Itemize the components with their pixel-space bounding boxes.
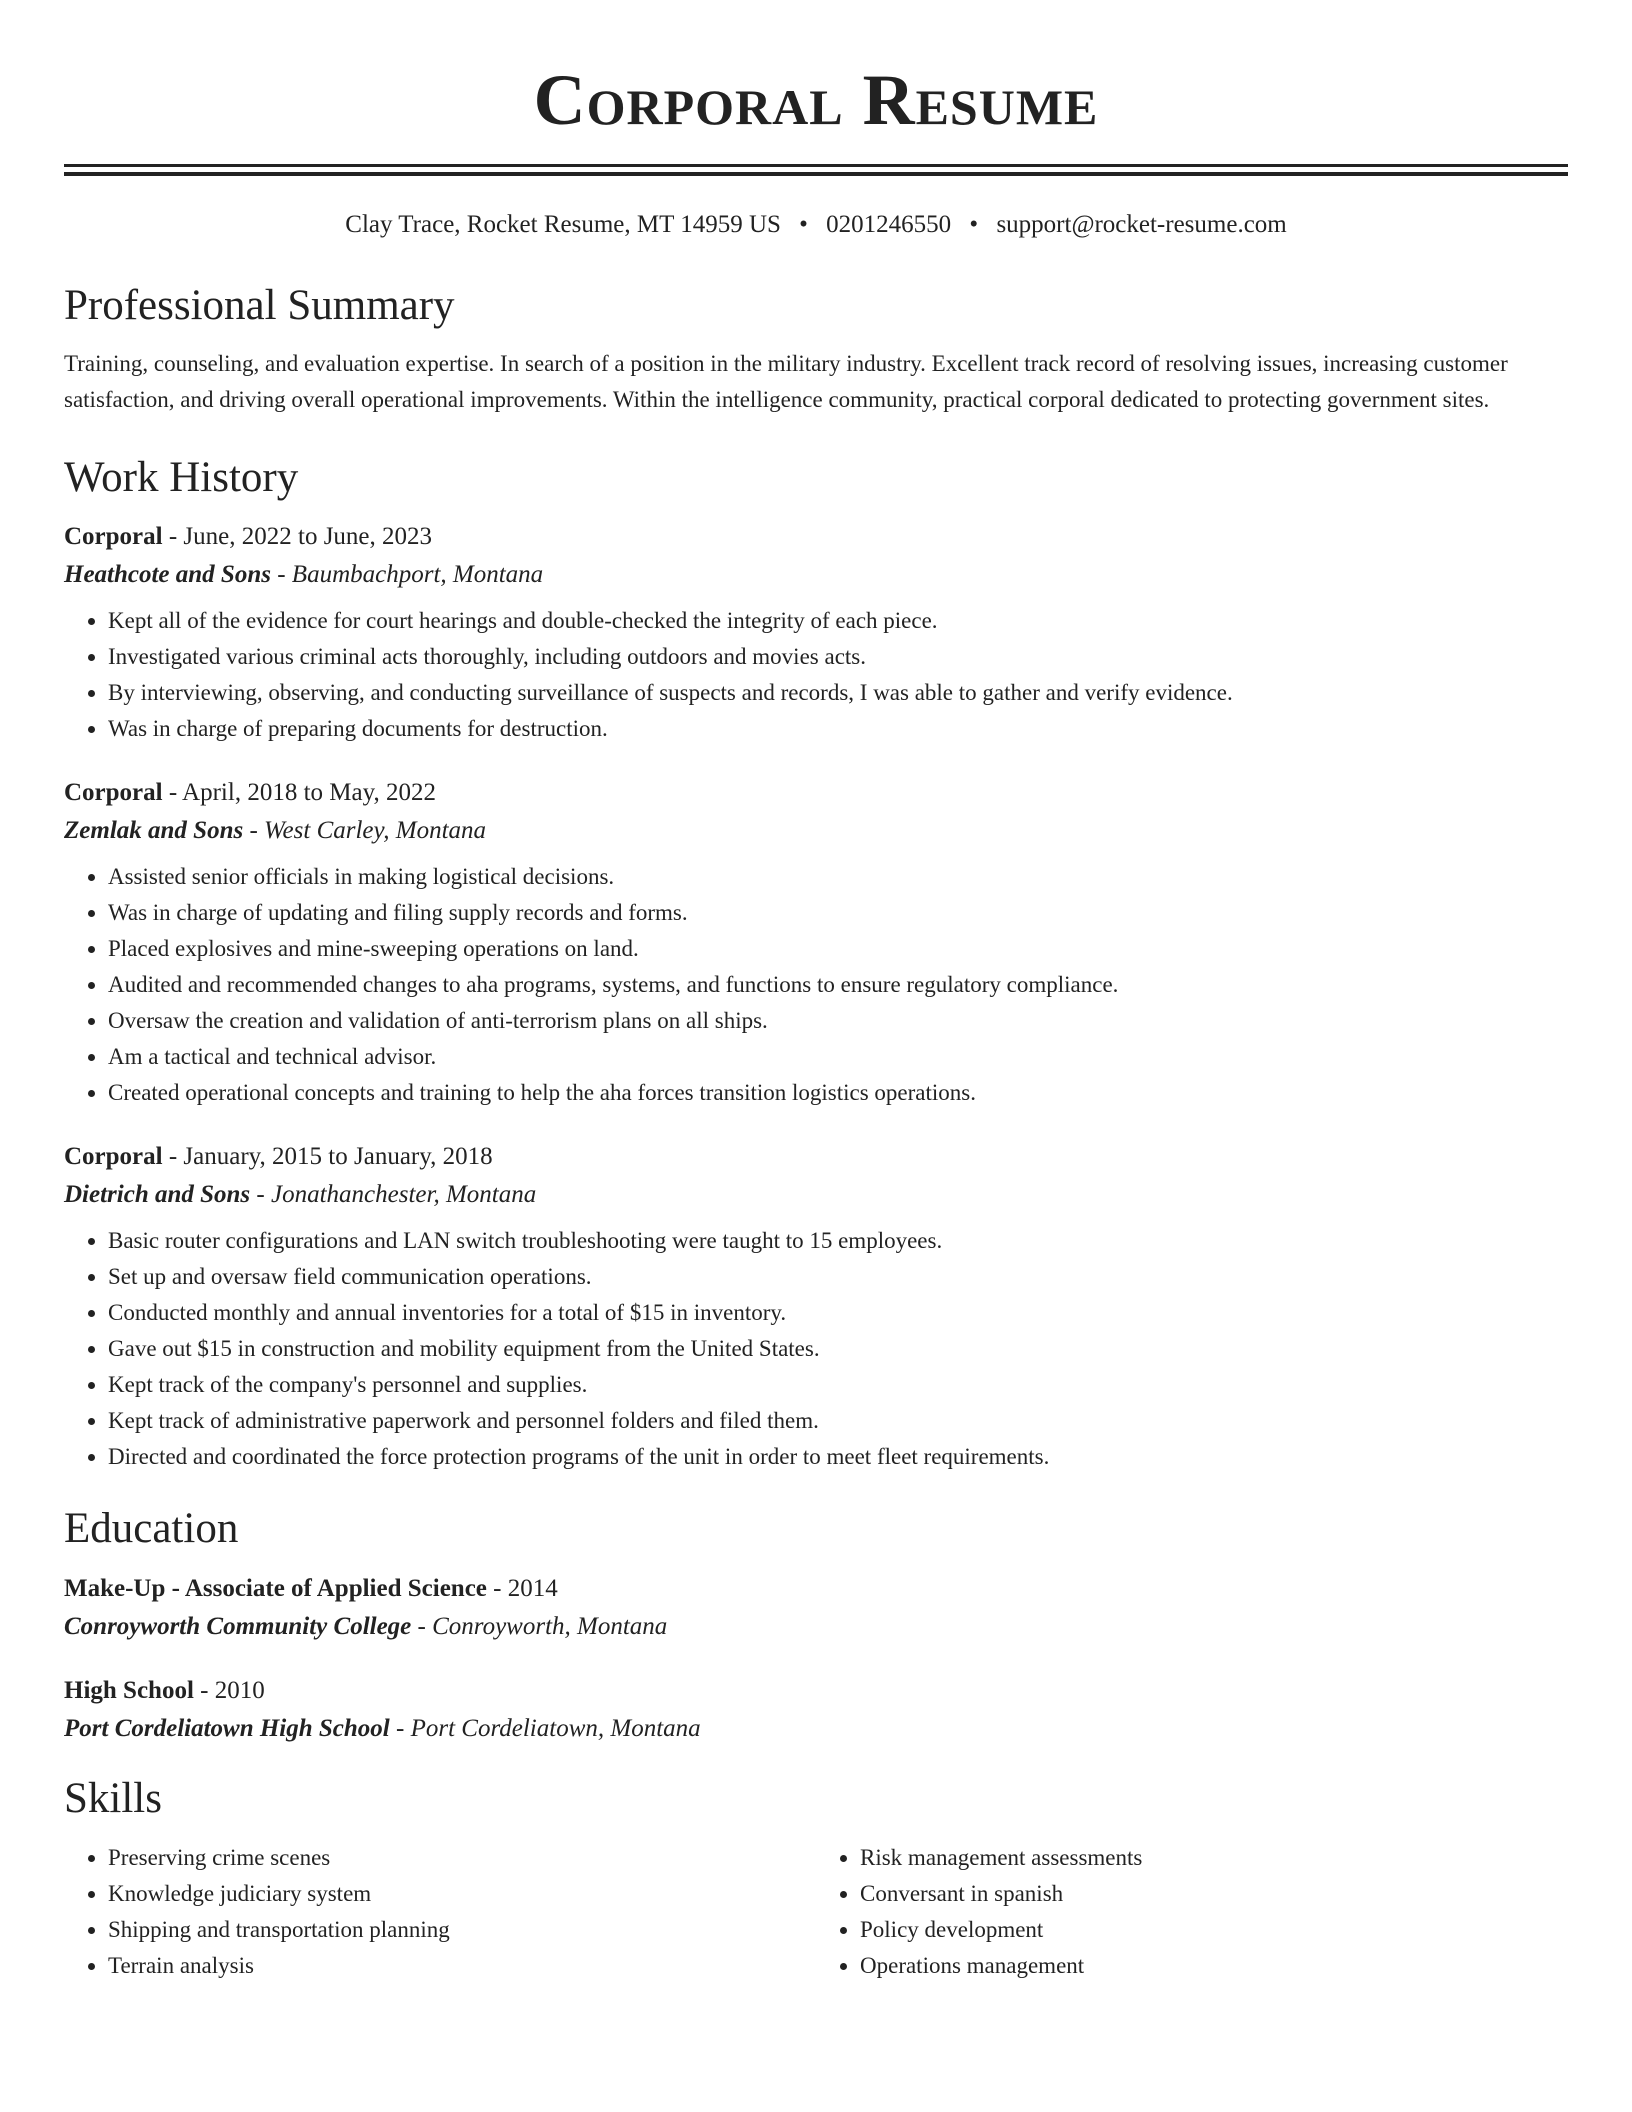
job-location: - West Carley, Montana (243, 817, 487, 845)
job-company: Heathcote and Sons (64, 561, 271, 589)
job-employer (64, 1179, 1568, 1211)
summary-heading: Professional Summary (64, 282, 455, 329)
contact-line (64, 210, 1568, 240)
education-year: - 2010 (193, 1676, 265, 1704)
education-location: - Conroyworth, Montana (411, 1612, 668, 1640)
skill-item: • Shipping and transportation planning (108, 1912, 816, 1948)
education-section (64, 1503, 1568, 1745)
education-school-line (64, 1611, 1568, 1643)
job-title: Corporal (64, 523, 163, 551)
education-degree: High School (64, 1676, 194, 1704)
job-duty: • Kept track of the company's personnel and supplies. (108, 1367, 1568, 1403)
job-duty: • Was in charge of preparing documents for destruction. (108, 711, 1568, 747)
job-header (64, 777, 1568, 809)
job-duties-list (64, 859, 1568, 1111)
skill-item: • Policy development (860, 1912, 1568, 1948)
education-header (64, 1675, 1568, 1707)
job-duty: • Placed explosives and mine-sweeping operations on land. (108, 931, 1568, 967)
education-school: Port Cordeliatown High School (64, 1714, 390, 1742)
skills-list-left (64, 1840, 816, 1984)
education-entry (64, 1573, 1568, 1643)
job-dates: - January, 2015 to January, 2018 (162, 1143, 493, 1171)
skills-grid (64, 1840, 1568, 1984)
summary-section (64, 280, 1568, 418)
education-degree: Make-Up - Associate of Applied Science (64, 1574, 487, 1602)
job-duty: • Oversaw the creation and validation of anti-terrorism plans on all ships. (108, 1003, 1568, 1039)
job-duty: • Set up and oversaw field communication operations. (108, 1259, 1568, 1295)
resume-title: Corporal Resume (533, 60, 1099, 140)
job-duty: • Basic router configurations and LAN switch troubleshooting were taught to 15 employees. (108, 1223, 1568, 1259)
work-history-section (64, 452, 1568, 1476)
job-duty: • Audited and recommended changes to aha programs, systems, and functions to ensure regulatory compliance. (108, 967, 1568, 1003)
contact-address: Clay Trace, Rocket Resume, MT 14959 US (345, 211, 781, 238)
job-duty: • Was in charge of updating and filing supply records and forms. (108, 895, 1568, 931)
skill-item: • Preserving crime scenes (108, 1840, 816, 1876)
skill-item: • Knowledge judiciary system (108, 1876, 816, 1912)
contact-phone: 0201246550 (826, 211, 952, 238)
job-location: - Baumbachport, Montana (270, 561, 544, 589)
skills-heading: Skills (64, 1774, 162, 1822)
job-duty: • Kept track of administrative paperwork and personnel folders and filed them. (108, 1403, 1568, 1439)
education-heading: Education (64, 1505, 239, 1553)
job-duty: • Conducted monthly and annual inventories for a total of $15 in inventory. (108, 1295, 1568, 1331)
job-duty: • Assisted senior officials in making logistical decisions. (108, 859, 1568, 895)
job-duties-list (64, 1223, 1568, 1475)
job-location: - Jonathanchester, Montana (250, 1181, 537, 1209)
job-entry (64, 777, 1568, 1111)
job-duty: • Directed and coordinated the force protection programs of the unit in order to meet fleet requirements. (108, 1439, 1568, 1475)
contact-email: support@rocket-resume.com (996, 211, 1287, 238)
skill-item: • Risk management assessments (860, 1840, 1568, 1876)
education-header (64, 1573, 1568, 1605)
job-duty: • Created operational concepts and training to help the aha forces transition logistics operations. (108, 1075, 1568, 1111)
work-history-heading: Work History (64, 453, 299, 501)
job-duty: • Investigated various criminal acts thoroughly, including outdoors and movies acts. (108, 639, 1568, 675)
skills-list-right (816, 1840, 1568, 1984)
job-company: Dietrich and Sons (64, 1181, 251, 1209)
job-employer (64, 815, 1568, 847)
skill-item: • Operations management (860, 1948, 1568, 1984)
job-dates: - June, 2022 to June, 2023 (162, 523, 433, 551)
skill-item: • Terrain analysis (108, 1948, 816, 1984)
job-header (64, 1141, 1568, 1173)
job-dates: - April, 2018 to May, 2022 (162, 779, 436, 807)
education-year: - 2014 (486, 1574, 558, 1602)
summary-text: Training, counseling, and evaluation expertise. In search of a position in the military industry. Excellent track record of resolving issues, increasing customer satisfaction, and driving overall operational improvements. Within the intelligence community, practical corporal dedicated to protecting government sites. (64, 350, 1508, 412)
job-header (64, 521, 1568, 553)
job-employer (64, 559, 1568, 591)
skills-section (64, 1773, 1568, 1985)
job-entry (64, 1141, 1568, 1475)
title-divider (64, 164, 1568, 176)
job-duties-list (64, 603, 1568, 747)
job-duty: • Gave out $15 in construction and mobility equipment from the United States. (108, 1331, 1568, 1367)
education-school: Conroyworth Community College (64, 1612, 412, 1640)
contact-separator: • (969, 211, 979, 238)
education-school-line (64, 1713, 1568, 1745)
job-company: Zemlak and Sons (64, 817, 244, 845)
job-entry (64, 521, 1568, 747)
skill-item: • Conversant in spanish (860, 1876, 1568, 1912)
contact-separator: • (799, 211, 808, 238)
job-duty: • Kept all of the evidence for court hearings and double-checked the integrity of each piece. (108, 603, 1568, 639)
education-entry (64, 1675, 1568, 1745)
job-title: Corporal (64, 779, 163, 807)
education-location: - Port Cordeliatown, Montana (389, 1714, 701, 1742)
job-duty: • By interviewing, observing, and conducting surveillance of suspects and records, I was able to gather and verify evidence. (108, 675, 1568, 711)
job-title: Corporal (64, 1143, 163, 1171)
job-duty: • Am a tactical and technical advisor. (108, 1039, 1568, 1075)
